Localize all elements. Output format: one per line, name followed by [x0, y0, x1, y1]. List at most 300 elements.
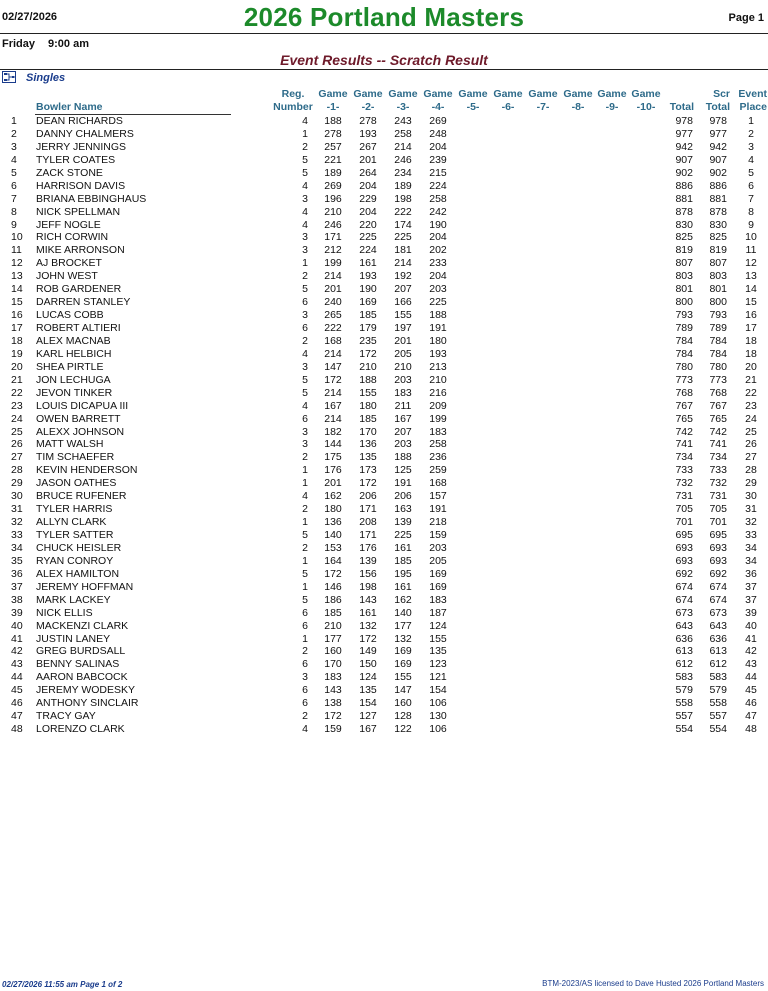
- table-row: [0, 115, 768, 128]
- event-place-cell: 13: [745, 270, 757, 283]
- rank-cell: 20: [11, 360, 23, 373]
- scratch-total-cell: 765: [709, 412, 727, 425]
- total-cell: 793: [675, 309, 693, 322]
- rank-cell: 2: [11, 127, 17, 140]
- scratch-total-cell: 801: [709, 283, 727, 296]
- bowler-name-cell: TRACY GAY: [36, 710, 96, 723]
- game-3-cell: 188: [394, 451, 412, 464]
- bowler-name-cell: ALLYN CLARK: [36, 516, 107, 529]
- game-3-cell: 207: [394, 425, 412, 438]
- rank-cell: 1: [11, 115, 17, 127]
- bowler-name-cell: ALEX HAMILTON: [36, 567, 120, 580]
- scratch-total-cell: 732: [709, 477, 727, 490]
- game-3-cell: 243: [394, 115, 412, 127]
- game-2-cell: 264: [359, 166, 377, 179]
- bowler-name-cell: JASON OATHES: [36, 477, 117, 490]
- scratch-total-cell: 674: [709, 593, 727, 606]
- reg-number-cell: 5: [302, 529, 308, 541]
- total-cell: 807: [675, 257, 693, 270]
- bowler-name-cell: KARL HELBICH: [36, 347, 112, 360]
- header-game-2: Game -2-: [353, 88, 383, 113]
- scratch-total-cell: 942: [709, 140, 727, 153]
- game-4-cell: 209: [429, 399, 447, 412]
- game-2-cell: 204: [359, 205, 377, 218]
- game-4-cell: 242: [429, 205, 447, 218]
- game-3-cell: 203: [394, 373, 412, 386]
- event-place-cell: 37: [745, 580, 757, 593]
- total-cell: 825: [675, 231, 693, 244]
- game-4-cell: 248: [429, 127, 447, 140]
- game-2-cell: 204: [359, 179, 377, 192]
- event-place-cell: 18: [745, 347, 757, 360]
- scratch-total-cell: 881: [709, 192, 727, 205]
- game-1-cell: 171: [324, 231, 342, 244]
- scratch-total-cell: 807: [709, 257, 727, 270]
- scratch-total-cell: 977: [709, 127, 727, 140]
- event-place-cell: 2: [748, 127, 754, 140]
- game-3-cell: 203: [394, 438, 412, 451]
- table-row: [0, 361, 768, 374]
- game-1-cell: 172: [324, 373, 342, 386]
- game-3-cell: 140: [394, 606, 412, 619]
- game-4-cell: 258: [429, 192, 447, 205]
- event-place-cell: 41: [745, 632, 757, 645]
- table-row: [0, 244, 768, 257]
- total-cell: 886: [675, 179, 693, 192]
- scratch-total-cell: 830: [709, 218, 727, 231]
- game-4-cell: 157: [429, 490, 447, 503]
- bowler-name-cell: HARRISON DAVIS: [36, 179, 126, 192]
- game-1-cell: 168: [324, 334, 342, 347]
- game-2-cell: 167: [359, 723, 377, 736]
- game-2-cell: 172: [359, 347, 377, 360]
- event-place-cell: 16: [745, 309, 757, 322]
- game-4-cell: 135: [429, 645, 447, 658]
- event-place-cell: 28: [745, 464, 757, 477]
- game-1-cell: 172: [324, 710, 342, 723]
- event-place-cell: 12: [745, 257, 757, 270]
- event-place-cell: 6: [748, 179, 754, 192]
- game-3-cell: 163: [394, 503, 412, 516]
- game-2-cell: 124: [359, 671, 377, 684]
- game-1-cell: 212: [324, 244, 342, 257]
- reg-number-cell: 2: [302, 140, 308, 153]
- game-3-cell: 207: [394, 283, 412, 296]
- bowler-name-cell: LUCAS COBB: [36, 309, 104, 322]
- table-row: [0, 684, 768, 697]
- game-4-cell: 180: [429, 334, 447, 347]
- total-cell: 674: [675, 580, 693, 593]
- event-place-cell: 33: [745, 529, 757, 541]
- game-1-cell: 160: [324, 645, 342, 658]
- game-4-cell: 130: [429, 710, 447, 723]
- scratch-total-cell: 731: [709, 490, 727, 503]
- game-3-cell: 214: [394, 257, 412, 270]
- game-1-cell: 196: [324, 192, 342, 205]
- table-row: [0, 542, 768, 555]
- table-row: [0, 529, 768, 542]
- rank-cell: 3: [11, 140, 17, 153]
- game-1-cell: 189: [324, 166, 342, 179]
- report-day: Friday: [2, 38, 36, 50]
- bowler-name-cell: ROB GARDENER: [36, 283, 122, 296]
- reg-number-cell: 1: [302, 580, 308, 593]
- table-row: [0, 128, 768, 141]
- bowler-name-cell: JOHN WEST: [36, 270, 98, 283]
- game-1-cell: 222: [324, 322, 342, 334]
- bowler-name-cell: MACKENZI CLARK: [36, 619, 129, 632]
- game-4-cell: 190: [429, 218, 447, 231]
- game-4-cell: 225: [429, 296, 447, 309]
- game-3-cell: 125: [394, 464, 412, 477]
- rank-cell: 48: [11, 723, 23, 736]
- header-event-place: Event Place: [738, 88, 767, 113]
- header-game-8: Game -8-: [563, 88, 593, 113]
- reg-number-cell: 1: [302, 464, 308, 477]
- reg-number-cell: 3: [302, 438, 308, 451]
- total-cell: 579: [675, 684, 693, 697]
- event-place-cell: 44: [745, 671, 757, 684]
- game-2-cell: 172: [359, 632, 377, 645]
- bowler-name-cell: JEFF NOGLE: [36, 218, 101, 231]
- rank-cell: 23: [11, 399, 23, 412]
- game-2-cell: 173: [359, 464, 377, 477]
- event-name: Singles: [26, 72, 66, 84]
- game-1-cell: 210: [324, 205, 342, 218]
- report-title: 2026 Portland Masters: [243, 2, 525, 32]
- bowler-name-cell: JON LECHUGA: [36, 373, 111, 386]
- scratch-total-cell: 583: [709, 671, 727, 684]
- game-3-cell: 225: [394, 529, 412, 541]
- event-place-cell: 5: [748, 166, 754, 179]
- event-place-cell: 27: [745, 451, 757, 464]
- rank-cell: 11: [11, 244, 22, 257]
- reg-number-cell: 3: [302, 309, 308, 322]
- total-cell: 803: [675, 270, 693, 283]
- table-row: [0, 633, 768, 646]
- table-row: [0, 658, 768, 671]
- rank-cell: 28: [11, 464, 23, 477]
- scratch-total-cell: 767: [709, 399, 727, 412]
- game-1-cell: 240: [324, 296, 342, 309]
- report-time: 9:00 am: [48, 38, 89, 50]
- header-game-4: Game -4-: [423, 88, 453, 113]
- bowler-name-cell: MARK LACKEY: [36, 593, 111, 606]
- game-2-cell: 224: [359, 244, 377, 257]
- rank-cell: 38: [11, 593, 23, 606]
- reg-number-cell: 6: [302, 322, 308, 334]
- event-place-cell: 46: [745, 697, 757, 710]
- game-4-cell: 159: [429, 529, 447, 541]
- scratch-total-cell: 819: [709, 244, 727, 257]
- reg-number-cell: 6: [302, 684, 308, 697]
- table-row: [0, 620, 768, 633]
- table-row: [0, 503, 768, 516]
- game-3-cell: 195: [394, 567, 412, 580]
- table-row: [0, 257, 768, 270]
- footer-print-info: 02/27/2026 11:55 am Page 1 of 2: [2, 980, 123, 989]
- game-3-cell: 198: [394, 192, 412, 205]
- game-2-cell: 267: [359, 140, 377, 153]
- game-3-cell: 155: [394, 671, 412, 684]
- table-row: [0, 710, 768, 723]
- bowler-name-cell: JEREMY WODESKY: [36, 684, 135, 697]
- scratch-total-cell: 636: [709, 632, 727, 645]
- reg-number-cell: 4: [302, 490, 308, 503]
- scratch-total-cell: 742: [709, 425, 727, 438]
- game-2-cell: 154: [359, 697, 377, 710]
- rank-cell: 9: [11, 218, 17, 231]
- rank-cell: 14: [11, 283, 23, 296]
- scratch-total-cell: 789: [709, 322, 727, 334]
- report-date: 02/27/2026: [2, 11, 58, 23]
- table-row: [0, 335, 768, 348]
- total-cell: 732: [675, 477, 693, 490]
- game-1-cell: 164: [324, 554, 342, 567]
- game-2-cell: 201: [359, 153, 377, 166]
- table-row: [0, 451, 768, 464]
- total-cell: 554: [675, 723, 693, 736]
- game-2-cell: 161: [359, 606, 377, 619]
- total-cell: 977: [675, 127, 693, 140]
- table-row: [0, 231, 768, 244]
- game-2-cell: 179: [359, 322, 377, 334]
- total-cell: 733: [675, 464, 693, 477]
- header-game-1: Game -1-: [318, 88, 348, 113]
- scratch-total-cell: 878: [709, 205, 727, 218]
- game-1-cell: 269: [324, 179, 342, 192]
- total-cell: 695: [675, 529, 693, 541]
- game-4-cell: 204: [429, 140, 447, 153]
- game-2-cell: 139: [359, 554, 377, 567]
- subtitle-divider: [0, 69, 768, 70]
- total-cell: 558: [675, 697, 693, 710]
- scratch-total-cell: 734: [709, 451, 727, 464]
- table-row: [0, 645, 768, 658]
- table-row: [0, 464, 768, 477]
- game-2-cell: 149: [359, 645, 377, 658]
- game-1-cell: 183: [324, 671, 342, 684]
- reg-number-cell: 1: [302, 477, 308, 490]
- scratch-total-cell: 673: [709, 606, 727, 619]
- rank-cell: 35: [11, 554, 23, 567]
- rank-cell: 31: [11, 503, 23, 516]
- game-3-cell: 211: [394, 399, 412, 412]
- reg-number-cell: 6: [302, 619, 308, 632]
- total-cell: 734: [675, 451, 693, 464]
- scratch-total-cell: 579: [709, 684, 727, 697]
- game-2-cell: 171: [359, 503, 377, 516]
- scratch-total-cell: 886: [709, 179, 727, 192]
- rank-cell: 5: [11, 166, 17, 179]
- rank-cell: 24: [11, 412, 23, 425]
- reg-number-cell: 4: [302, 179, 308, 192]
- game-3-cell: 191: [394, 477, 412, 490]
- bowler-name-cell: JUSTIN LANEY: [36, 632, 111, 645]
- rank-cell: 29: [11, 477, 23, 490]
- game-3-cell: 246: [394, 153, 412, 166]
- event-place-cell: 24: [745, 412, 757, 425]
- bowler-name-cell: OWEN BARRETT: [36, 412, 121, 425]
- game-3-cell: 139: [394, 516, 412, 529]
- page-number: Page 1: [728, 12, 764, 24]
- game-4-cell: 124: [429, 619, 447, 632]
- game-1-cell: 221: [324, 153, 342, 166]
- game-3-cell: 183: [394, 386, 412, 399]
- game-4-cell: 199: [429, 412, 447, 425]
- bowler-name-cell: RICH CORWIN: [36, 231, 109, 244]
- game-2-cell: 169: [359, 296, 377, 309]
- game-3-cell: 258: [394, 127, 412, 140]
- rank-cell: 36: [11, 567, 23, 580]
- bowler-name-cell: NICK ELLIS: [36, 606, 93, 619]
- total-cell: 674: [675, 593, 693, 606]
- table-row: [0, 309, 768, 322]
- bowler-name-cell: BENNY SALINAS: [36, 658, 120, 671]
- game-1-cell: 201: [324, 477, 342, 490]
- game-3-cell: 122: [394, 723, 412, 736]
- bowler-name-cell: DANNY CHALMERS: [36, 127, 134, 140]
- total-cell: 742: [675, 425, 693, 438]
- game-2-cell: 229: [359, 192, 377, 205]
- scratch-total-cell: 692: [709, 567, 727, 580]
- scratch-total-cell: 793: [709, 309, 727, 322]
- game-1-cell: 182: [324, 425, 342, 438]
- game-2-cell: 188: [359, 373, 377, 386]
- game-2-cell: 136: [359, 438, 377, 451]
- total-cell: 801: [675, 283, 693, 296]
- game-4-cell: 203: [429, 541, 447, 554]
- game-3-cell: 214: [394, 140, 412, 153]
- bowler-name-cell: BRUCE RUFENER: [36, 490, 127, 503]
- total-cell: 693: [675, 541, 693, 554]
- game-3-cell: 174: [394, 218, 412, 231]
- table-row: [0, 270, 768, 283]
- total-cell: 902: [675, 166, 693, 179]
- game-1-cell: 188: [324, 115, 342, 127]
- game-4-cell: 203: [429, 283, 447, 296]
- reg-number-cell: 2: [302, 270, 308, 283]
- game-1-cell: 147: [324, 360, 342, 373]
- scratch-total-cell: 907: [709, 153, 727, 166]
- scratch-total-cell: 557: [709, 710, 727, 723]
- total-cell: 819: [675, 244, 693, 257]
- game-2-cell: 155: [359, 386, 377, 399]
- game-3-cell: 132: [394, 632, 412, 645]
- game-1-cell: 144: [324, 438, 342, 451]
- rank-cell: 33: [11, 529, 23, 541]
- game-4-cell: 269: [429, 115, 447, 127]
- bowler-name-cell: SHEA PIRTLE: [36, 360, 104, 373]
- game-1-cell: 162: [324, 490, 342, 503]
- rank-cell: 15: [11, 296, 23, 309]
- reg-number-cell: 1: [302, 554, 308, 567]
- event-place-cell: 20: [745, 360, 757, 373]
- reg-number-cell: 5: [302, 593, 308, 606]
- table-row: [0, 516, 768, 529]
- bowler-name-cell: TIM SCHAEFER: [36, 451, 115, 464]
- game-3-cell: 189: [394, 179, 412, 192]
- event-place-cell: 26: [745, 438, 757, 451]
- table-row: [0, 180, 768, 193]
- rank-cell: 42: [11, 645, 23, 658]
- rank-cell: 17: [11, 322, 23, 334]
- reg-number-cell: 3: [302, 244, 308, 257]
- game-4-cell: 191: [429, 503, 447, 516]
- rank-cell: 39: [11, 606, 23, 619]
- reg-number-cell: 3: [302, 192, 308, 205]
- bracket-grid-icon: [2, 71, 16, 83]
- reg-number-cell: 2: [302, 451, 308, 464]
- event-place-cell: 7: [748, 192, 754, 205]
- total-cell: 830: [675, 218, 693, 231]
- event-place-cell: 30: [745, 490, 757, 503]
- event-place-cell: 18: [745, 334, 757, 347]
- table-row: [0, 723, 768, 736]
- bowler-name-cell: JERRY JENNINGS: [36, 140, 127, 153]
- reg-number-cell: 6: [302, 412, 308, 425]
- game-2-cell: 208: [359, 516, 377, 529]
- game-4-cell: 259: [429, 464, 447, 477]
- game-1-cell: 214: [324, 270, 342, 283]
- rank-cell: 40: [11, 619, 23, 632]
- table-row: [0, 387, 768, 400]
- table-row: [0, 671, 768, 684]
- reg-number-cell: 6: [302, 296, 308, 309]
- rank-cell: 10: [11, 231, 23, 244]
- total-cell: 583: [675, 671, 693, 684]
- rank-cell: 37: [11, 580, 23, 593]
- rank-cell: 47: [11, 710, 23, 723]
- reg-number-cell: 4: [302, 347, 308, 360]
- rank-cell: 12: [11, 257, 23, 270]
- rank-cell: 45: [11, 684, 23, 697]
- reg-number-cell: 2: [302, 645, 308, 658]
- event-place-cell: 40: [745, 619, 757, 632]
- reg-number-cell: 4: [302, 218, 308, 231]
- total-cell: 741: [675, 438, 693, 451]
- bowler-name-cell: TYLER COATES: [36, 153, 116, 166]
- event-place-cell: 29: [745, 477, 757, 490]
- reg-number-cell: 4: [302, 115, 308, 127]
- table-row: [0, 568, 768, 581]
- game-1-cell: 210: [324, 619, 342, 632]
- table-row: [0, 374, 768, 387]
- table-row: [0, 581, 768, 594]
- bowler-name-cell: MATT WALSH: [36, 438, 104, 451]
- reg-number-cell: 5: [302, 283, 308, 296]
- scratch-total-cell: 612: [709, 658, 727, 671]
- bowler-name-cell: LOUIS DICAPUA III: [36, 399, 129, 412]
- game-4-cell: 210: [429, 373, 447, 386]
- bowler-name-cell: ALEX MACNAB: [36, 334, 111, 347]
- reg-number-cell: 4: [302, 205, 308, 218]
- game-3-cell: 161: [394, 541, 412, 554]
- rank-cell: 13: [11, 270, 23, 283]
- reg-number-cell: 5: [302, 567, 308, 580]
- event-place-cell: 48: [745, 723, 757, 736]
- reg-number-cell: 2: [302, 503, 308, 516]
- game-1-cell: 167: [324, 399, 342, 412]
- game-2-cell: 150: [359, 658, 377, 671]
- rank-cell: 4: [11, 153, 17, 166]
- total-cell: 784: [675, 347, 693, 360]
- scratch-total-cell: 741: [709, 438, 727, 451]
- rank-cell: 8: [11, 205, 17, 218]
- scratch-total-cell: 780: [709, 360, 727, 373]
- game-4-cell: 169: [429, 567, 447, 580]
- game-2-cell: 185: [359, 412, 377, 425]
